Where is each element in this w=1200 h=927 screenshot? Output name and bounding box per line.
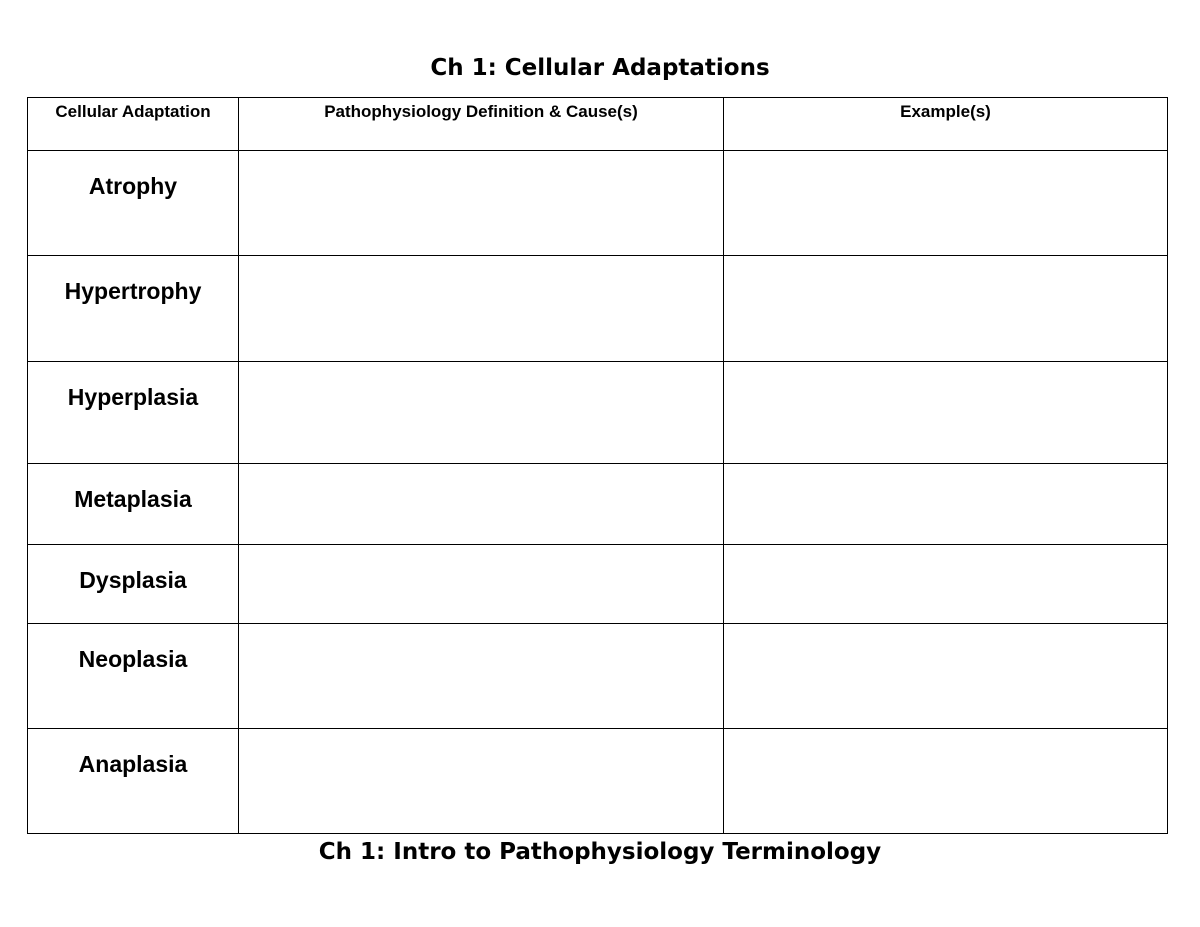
definition-cell[interactable] xyxy=(239,545,724,624)
example-cell[interactable] xyxy=(724,729,1168,834)
table-row xyxy=(28,256,1168,362)
example-cell[interactable] xyxy=(724,151,1168,256)
definition-cell[interactable] xyxy=(239,362,724,464)
definition-cell[interactable] xyxy=(239,464,724,545)
example-cell[interactable] xyxy=(724,256,1168,362)
table-row xyxy=(28,151,1168,256)
row-label-metaplasia: Metaplasia xyxy=(28,464,239,545)
definition-cell[interactable] xyxy=(239,256,724,362)
table-header-row xyxy=(28,98,1168,151)
page-title: Ch 1: Cellular Adaptations xyxy=(430,55,770,81)
example-cell[interactable] xyxy=(724,545,1168,624)
section-title: Ch 1: Intro to Pathophysiology Terminology xyxy=(318,839,882,865)
table-row xyxy=(28,464,1168,545)
row-label-dysplasia: Dysplasia xyxy=(28,545,239,624)
table-row xyxy=(28,545,1168,624)
example-cell[interactable] xyxy=(724,624,1168,729)
column-header-adaptation: Cellular Adaptation xyxy=(28,98,239,151)
table-row xyxy=(28,624,1168,729)
row-label-hypertrophy: Hypertrophy xyxy=(28,256,239,362)
row-label-neoplasia: Neoplasia xyxy=(28,624,239,729)
adaptations-table xyxy=(27,97,1168,834)
table-row xyxy=(28,362,1168,464)
example-cell[interactable] xyxy=(724,464,1168,545)
definition-cell[interactable] xyxy=(239,624,724,729)
row-label-anaplasia: Anaplasia xyxy=(28,729,239,834)
definition-cell[interactable] xyxy=(239,729,724,834)
row-label-atrophy: Atrophy xyxy=(28,151,239,256)
column-header-definition: Pathophysiology Definition & Cause(s) xyxy=(239,98,724,151)
row-label-hyperplasia: Hyperplasia xyxy=(28,362,239,464)
table-row xyxy=(28,729,1168,834)
example-cell[interactable] xyxy=(724,362,1168,464)
definition-cell[interactable] xyxy=(239,151,724,256)
column-header-example: Example(s) xyxy=(724,98,1168,151)
